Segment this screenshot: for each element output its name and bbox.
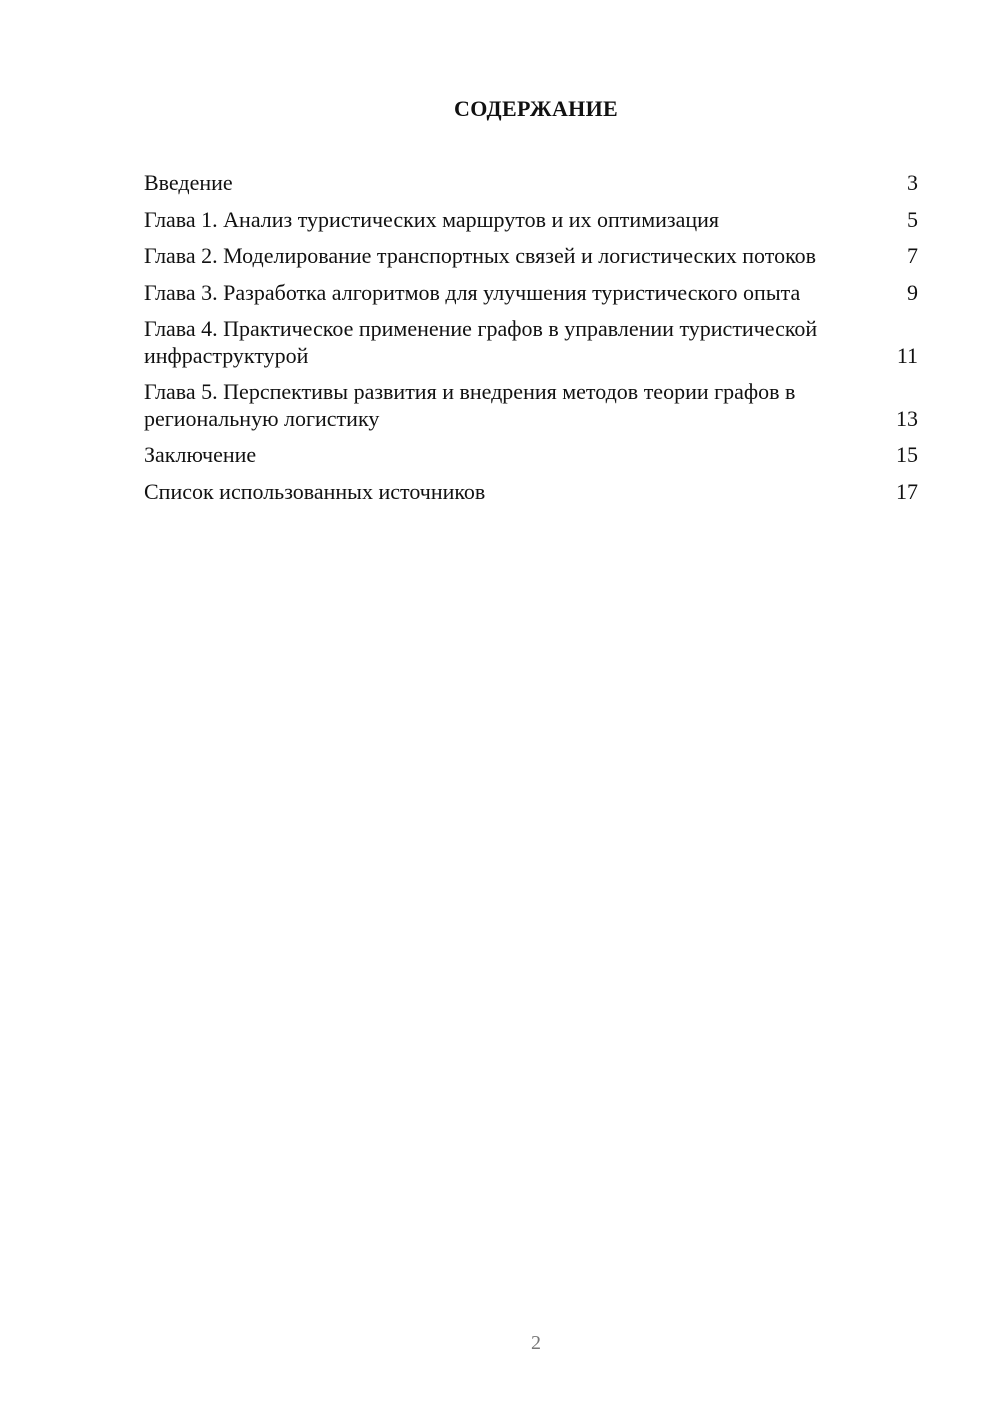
toc-entry-chapter-2: [144, 243, 918, 270]
toc-entry-page: 15: [896, 442, 918, 467]
toc-entry-label: Введение: [144, 170, 233, 195]
toc-entry-chapter-1: [144, 207, 918, 234]
toc-entry-conclusion: [144, 442, 918, 469]
toc-entry-page: 9: [907, 279, 918, 305]
page-number: 2: [531, 1332, 541, 1354]
table-of-contents: [144, 170, 918, 515]
toc-entry-introduction: [144, 170, 918, 197]
page-title: СОДЕРЖАНИЕ: [454, 96, 618, 121]
toc-entry-label: Глава 5. Перспективы развития и внедрения методов теории графов в региональную логистику: [144, 379, 796, 431]
toc-entry-page: 3: [907, 170, 918, 195]
toc-entry-chapter-3: [144, 280, 918, 307]
toc-entry-label: Заключение: [144, 442, 257, 467]
toc-entry-label: Глава 2. Моделирование транспортных связей и логистических потоков: [144, 243, 817, 268]
toc-entry-label: Список использованных источников: [144, 478, 486, 504]
toc-entry-chapter-4: [144, 316, 918, 369]
toc-entry-page: 11: [896, 342, 918, 368]
toc-entry-label: Глава 1. Анализ туристических маршрутов и их оптимизация: [144, 206, 720, 232]
toc-entry-chapter-5: [144, 379, 918, 432]
toc-entry-page: 5: [907, 206, 918, 232]
toc-entry-label: Глава 3. Разработка алгоритмов для улучшения туристического опыта: [144, 279, 801, 305]
toc-entry-page: 7: [907, 243, 918, 268]
toc-entry-page: 13: [896, 405, 918, 431]
toc-entry-page: 17: [896, 478, 918, 504]
toc-entry-references: [144, 479, 918, 506]
toc-entry-label: Глава 4. Практическое применение графов в управлении туристической инфраструктурой: [144, 316, 818, 368]
